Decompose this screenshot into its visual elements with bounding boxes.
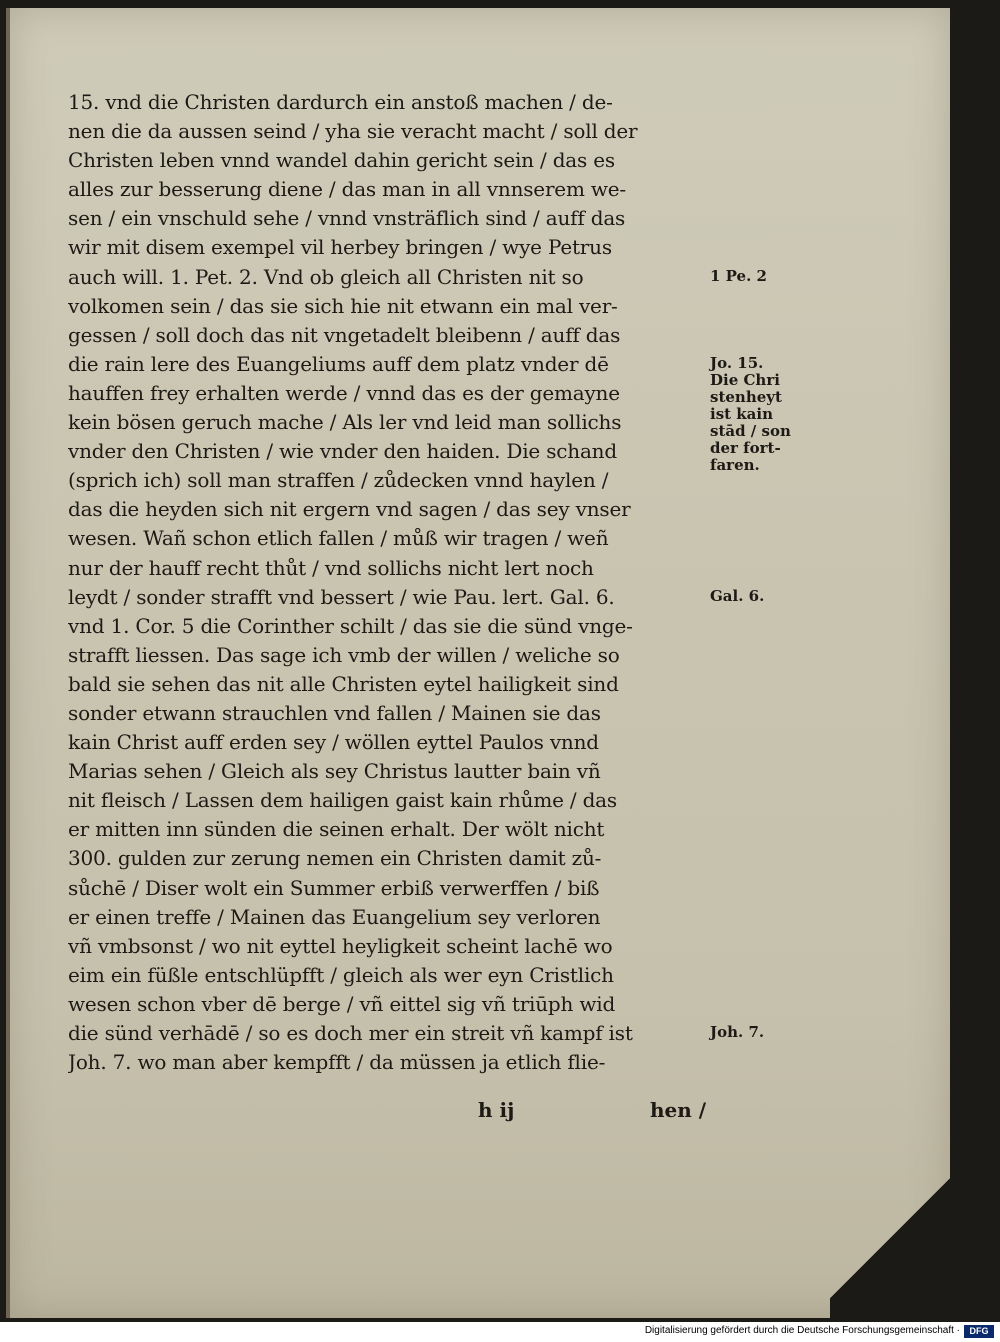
text-line: er mitten inn sünden die seinen erhalt. Der wölt nicht	[68, 817, 605, 842]
credit-text: Digitalisierung gefördert durch die Deutsche Forschungsgemeinschaft ·	[644, 1325, 960, 1336]
margin-note: Jo. 15. Die Chri stenheyt ist kain stād / son der fort- faren.	[710, 353, 791, 474]
text-line: 300. gulden zur zerung nemen ein Christen damit zů-	[68, 846, 602, 871]
text-line: sen / ein vnschuld sehe / vnnd vnsträflich sind / auff das	[68, 206, 626, 231]
text-line: sonder etwann strauchlen vnd fallen / Mainen sie das	[68, 700, 601, 725]
text-line: die sünd verhādē / so es doch mer ein streit vñ kampf ist	[68, 1021, 633, 1045]
text-line: die rain lere des Euangeliums auff dem platz vnder dē	[68, 351, 609, 376]
text-line: gessen / soll doch das nit vngetadelt bleibenn / auff das	[68, 322, 621, 347]
text-line: strafft liessen. Das sage ich vmb der willen / weliche so	[68, 642, 620, 667]
text-line: auch will. 1. Pet. 2. Vnd ob gleich all Christen nit so	[68, 264, 584, 289]
text-line: wesen schon vber dē berge / vñ eittel sig vñ triūph wid	[68, 991, 616, 1016]
catchword: hen /	[650, 1098, 707, 1122]
margin-note: Gal. 6.	[710, 586, 765, 605]
text-line: (sprich ich) soll man straffen / zůdecken vnnd haylen /	[68, 468, 609, 493]
text-line: sůchē / Diser wolt ein Summer erbiß verwerffen / biß	[68, 875, 600, 900]
text-line: nen die da aussen seind / yha sie veracht macht / soll der	[68, 119, 638, 144]
text-line: 15. vnd die Christen dardurch ein anstoß machen / de-	[68, 90, 613, 114]
text-line: wir mit disem exempel vil herbey bringen / wye Petrus	[68, 235, 612, 260]
text-line: vñ vmbsonst / wo nit eyttel heyligkeit scheint lachē wo	[68, 933, 613, 958]
body-text	[68, 88, 718, 1077]
text-line: volkomen sein / das sie sich hie nit etwann ein mal ver-	[68, 293, 618, 318]
text-line: Christen leben vnnd wandel dahin gericht sein / das es	[68, 148, 615, 173]
text-line: eim ein füßle entschlüpfft / gleich als wer eyn Cristlich	[68, 962, 614, 987]
footer-credit	[0, 1322, 1000, 1342]
text-line: nit fleisch / Lassen dem hailigen gaist kain rhůme / das	[68, 788, 617, 813]
text-line: das die heyden sich nit ergern vnd sagen / das sey vnser	[68, 497, 631, 522]
book-page	[6, 8, 950, 1318]
page-footer	[68, 1098, 718, 1128]
text-line: bald sie sehen das nit alle Christen eytel hailigkeit sind	[68, 671, 619, 696]
text-line: Joh. 7. wo man aber kempfft / da müssen ja etlich flie-	[68, 1050, 606, 1075]
text-line: Marias sehen / Gleich als sey Christus lautter bain vñ	[68, 759, 601, 784]
dfg-logo-icon: DFG	[964, 1325, 994, 1338]
text-line: vnd 1. Cor. 5 die Corinther schilt / das sie die sünd vnge-	[68, 613, 633, 638]
margin-note: Joh. 7.	[710, 1023, 765, 1042]
text-line: kein bösen geruch mache / Als ler vnd leid man sollichs	[68, 410, 622, 435]
text-line: kain Christ auff erden sey / wöllen eyttel Paulos vnnd	[68, 730, 599, 755]
text-line: vnder den Christen / wie vnder den haiden. Die schand	[68, 439, 617, 464]
text-line: er einen treffe / Mainen das Euangelium sey verloren	[68, 904, 601, 929]
margin-note: 1 Pe. 2	[710, 266, 767, 285]
text-line: wesen. Wañ schon etlich fallen / můß wir tragen / weñ	[68, 526, 609, 551]
signature-mark: h ij	[478, 1098, 515, 1122]
text-line: leydt / sonder strafft vnd bessert / wie Pau. lert. Gal. 6.	[68, 584, 615, 609]
text-line: nur der hauff recht thůt / vnd sollichs nicht lert noch	[68, 555, 594, 580]
text-line: alles zur besserung diene / das man in all vnnserem we-	[68, 177, 626, 202]
text-line: hauffen frey erhalten werde / vnnd das es der gemayne	[68, 380, 620, 405]
